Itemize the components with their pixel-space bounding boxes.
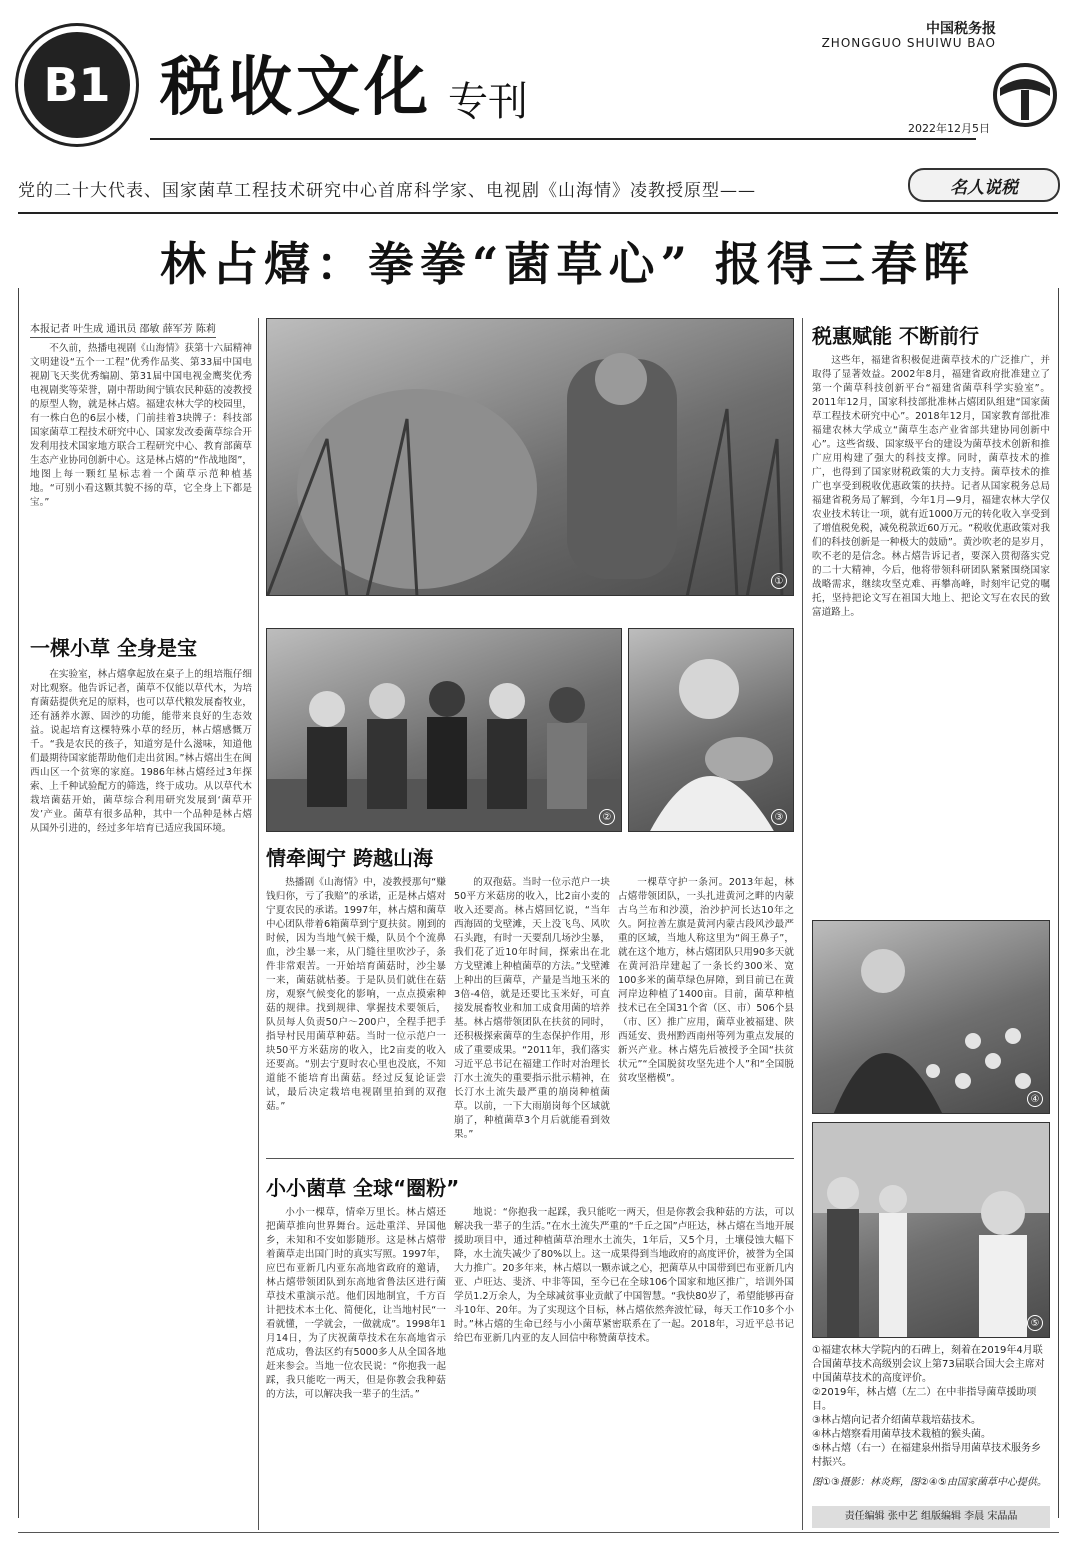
paper-pinyin: ZHONGGUO SHUIWU BAO xyxy=(821,36,996,50)
section-body-4: 这些年，福建省积极促进菌草技术的广泛推广，并取得了显著效益。2002年8月，福建省政府批准建立了第一个菌草科技创新平台“福建省菌草科学实验室”。2011年12月，国家科技部批准林占熺团队组建“国家菌草工程技术研究中心”。2018年12月，国家教育部批准福建农林大学成立“菌草生态产业省部共建协同创新中心”。这些省级、国家级平台的建设为菌草技术创新和推广应用构建了强大的科技支撑。同时，菌草技术的推广，也得到了国家财税政策的大力支持。菌草技术的推广也享受到税收优惠政策的扶持。记者从国家税务总局福建省税务局了解到，今年1月—9月，福建农林大学仅农业技术转让一项，就有近1000万元的转化收入享受到了增值税免税，减免税款近60万元。“税收优惠政策对我们的科技创新是一种极大的鼓励”。黄沙吹老的是岁月，吹不老的是信念。林占熺告诉记者，要深入贯彻落实党的二十大精神，今后，他将带领科研团队紧紧围绕国家战略需求，继续攻坚克难、再攀高峰，时刻牢记党的嘱托，坚持把论文写在祖国大地上、把论文写在农民的致富道路上。 xyxy=(812,355,1050,618)
section-body-2: 热播剧《山海情》中，凌教授那句“赚钱归你，亏了我赔”的承诺，正是林占熺对宁夏农民的承诺。1997年，林占熺和菌草中心团队带着6箱菌草到宁夏扶贫。刚到的时候，因为当地气候干燥，队员个个流鼻血，沙尘暴一来，从门缝往里吹沙子，条件非常艰苦。一开始培育菌菇时，沙尘暴一来，菌菇就枯萎。于是队员们就住在菇房，观察气候变化的影响，一点点摸索种菇的规律。找到规律、掌握技术要领后，队员每人负责50户～200户，全程手把手指导村民用菌草种菇。当时一位示范户一块50平方米菇房的收入，比2亩麦的收入还要高。“别去宁夏时农心里也没底，不知道能不能培育出菌菇。经过反复论证尝试，最后决定栽培电视剧里拍到的双孢菇。” xyxy=(266,877,446,1112)
section-heading-1: 一棵小草 全身是宝 xyxy=(30,636,197,660)
section-heading-2: 情牵闽宁 跨越山海 xyxy=(266,846,433,870)
deck: 党的二十大代表、国家菌草工程技术研究中心首席科学家、电视剧《山海情》凌教授原型—— xyxy=(18,181,756,201)
section-divider xyxy=(266,1158,794,1159)
caption-2: ②2019年，林占熺（左二）在中非指导菌草援助项目。 xyxy=(812,1387,1037,1412)
photo-number-2: ② xyxy=(599,809,615,825)
masthead-subtitle: 专刊 xyxy=(448,79,528,125)
col-divider-right xyxy=(802,318,803,1530)
caption-3: ③林占熺向记者介绍菌草栽培菇技术。 xyxy=(812,1415,981,1426)
photo-2-group xyxy=(266,628,622,832)
paper-name: 中国税务报 xyxy=(926,21,996,37)
header-rule xyxy=(150,138,976,140)
intro-text: 不久前，热播电视剧《山海情》获第十六届精神文明建设“五个一工程”优秀作品奖、第33届中国电视剧飞天奖优秀编剧、第31届中国电视金鹰奖优秀电视剧奖等荣誉，剧中帮助闽宁镇农民种菇的凌教授的原型人物，就是林占熺。福建农林大学的校园里，有一株白色的6层小楼，门前挂着3块牌子：科技部国家菌草工程技术研究中心、国家发改委菌草综合开发利用技术国家地方联合工程研究中心、教育部菌草生态产业协同创新中心。这是林占熺的“作战地图”，地图上每一颗红星标志着一个菌草示范种植基地。“可别小看这颗其貌不扬的草，它全身上下都是宝。” xyxy=(30,343,252,508)
editors-credit: 责任编辑 张中艺 组版编辑 李晨 宋晶晶 xyxy=(812,1506,1050,1528)
mid-column-b: 一棵草守护一条河。2013年起，林占熺带领团队，一头扎进黄河之畔的内蒙古乌兰布和沙漠，治沙护河长达10年之久。阿拉善左旗是黄河内蒙古段风沙最严重的区域，当地人称这里为“阎王鼻子”，就在这个地方，林占熺团队只用90多天就在黄河沿岸建起了一条长约300米、宽100多米的菌草绿色屏障，到目前已在黄河岸边种植了1400亩。目前，菌草种植技术已在全国31个省（区、市）506个县（市、区）推广应用，菌草业被福建、陕西延安、贵州黔西南州等列为重点发展的新兴产业。林占熺先后被授予全国“扶贫状元”“全国脱贫攻坚先进个人”和“全国脱贫攻坚楷模”。 xyxy=(618,877,794,1084)
caption-5: ⑤林占熺（右一）在福建泉州指导用菌草技术服务乡村振兴。 xyxy=(812,1443,1041,1468)
headline: 林占熺：拳拳“菌草心” 报得三春晖 xyxy=(160,237,975,291)
photo-3-portrait xyxy=(628,628,794,832)
photo-5-field xyxy=(812,1122,1050,1338)
mid-column-a: 的双孢菇。当时一位示范户一块50平方米菇房的收入，比2亩小麦的收入还要高。林占熺回忆说，“当年西海固的戈壁滩，天上没飞鸟、风吹石头跑，有时一天要刮几场沙尘暴，我们花了近10年时间，探索出在北方戈壁滩上种植菌草的方法。”戈壁滩上种出的巨菌草，产量是当地玉米的3倍-4倍，就是还要比玉米好，可直接发展畜牧业和加工成食用菌的培养基。林占熺带领团队在扶贫的同时，还积极探索菌草的生态保护作用，形成了重要成果。“2011年，我们落实习近平总书记在福建工作时对治理长汀水土流失的重要指示批示精神，在长汀水土流失最严重的崩岗种植菌草。以前，一下大雨崩岗每个区域就崩了，种植菌草3个月后就能看到效果。” xyxy=(454,877,610,1140)
section-body-3: 小小一棵草，情牵万里长。林占熺还把菌草推向世界舞台。远赴重洋、异国他乡，未知和不安如影随形。这是林占熺带着菌草走出国门时的真实写照。1997年，应巴布亚新几内亚东高地省政府的邀请，林占熺带领团队到东高地省鲁法区进行菌草技术重演示范。他们因地制宜，千方百计把技术本土化、简便化，让当地村民“一看就懂，一学就会，一做就成”。1998年1月14日，为了庆祝菌草技术在东高地省示范成功，鲁法区约有5000多人从全国各地赶来参会。当地一位农民说：“你抱我一起踩，我只能吃一两天，但是你教会我种菇的方法，可以解决我一辈子的生活。” xyxy=(266,1207,446,1400)
section-heading-3: 小小菌草 全球“圈粉” xyxy=(266,1176,460,1200)
newspaper-logo-icon xyxy=(986,60,1064,130)
photo-number-4: ④ xyxy=(1027,1091,1043,1107)
photo-credit: 图①③摄影：林炎辉，图②④⑤由国家菌草中心提供。 xyxy=(812,1477,1047,1488)
section-body-1: 在实验室，林占熺拿起放在桌子上的组培瓶仔细对比观察。他告诉记者，菌草不仅能以草代木，为培育菌菇提供充足的原料，也可以草代粮发展畜牧业，还有涵养水源、固沙的功能，能带来良好的生态效益。说起培育这棵特殊小草的经历，林占熺感慨万千。“我是农民的孩子，知道穷是什么滋味，知道他们最期待国家能帮助他们走出贫困。”林占熺出生在闽西山区一个贫寒的家庭。1986年林占熺经过3年探索、上千种试验配方的筛选，终于成功。从以草代木栽培菌菇开始，菌草综合利用研究发展到‘菌草开发’产业。菌草有很多品种，其中一个品种是林占熺从国外引进的，经过多年培育已适应我国环境。 xyxy=(30,669,252,834)
photo-number-5: ⑤ xyxy=(1027,1315,1043,1331)
frame-left xyxy=(18,288,19,1518)
frame-right xyxy=(1058,288,1059,1518)
col-divider xyxy=(258,318,259,1530)
masthead-title: 税收文化 xyxy=(160,51,432,125)
column-tag: 名人说税 xyxy=(908,168,1060,202)
issue-date: 2022年12月5日 xyxy=(908,122,990,135)
section-heading-4: 税惠赋能 不断前行 xyxy=(812,324,979,348)
caption-1: ①福建农林大学院内的石碑上，刻着在2019年4月联合国菌草技术高级别会议上第73届联合国大会主席对中国菌草技术的高度评价。 xyxy=(812,1345,1045,1384)
photo-number-3: ③ xyxy=(771,809,787,825)
photo-1-stone-tablet xyxy=(266,318,794,596)
photo-number-1: ① xyxy=(771,573,787,589)
byline: 本报记者 叶生成 通讯员 邵敏 薛军芳 陈莉 xyxy=(30,320,216,338)
page-badge: B1 xyxy=(18,26,136,144)
photo-captions xyxy=(812,1344,1050,1490)
footer-rule xyxy=(18,1532,1059,1533)
mid-column-c: 地说：“你抱我一起踩，我只能吃一两天，但是你教会我种菇的方法，可以解决我一辈子的生活。”在水土流失严重的“千丘之国”卢旺达，林占熺在当地开展援助项目中，通过种植菌草治理水土流失，1年后，又5个月，土壤侵蚀大幅下降，水土流失减少了80%以上。这一成果得到当地政府的高度评价，被誉为全国大力推广。20多年来，林占熺以一颗赤诚之心，把菌草从中国带到巴布亚新几内亚、卢旺达、斐济、中非等国，至今已在全球106个国家和地区推广，培训外国学员1.2万余人，为全球减贫事业贡献了中国智慧。“我快80岁了，希望能够再奋斗10年、20年。为了实现这个目标，林占熺依然奔波忙碌，每天工作10多个小时。”林占熺的生命已经与小小菌草紧密联系在了一起。2018年，习近平总书记给巴布亚新几内亚的友人回信中称赞菌草技术。 xyxy=(454,1207,794,1344)
caption-4: ④林占熺察看用菌草技术栽植的猴头菌。 xyxy=(812,1429,991,1440)
photo-4-mushrooms xyxy=(812,920,1050,1114)
